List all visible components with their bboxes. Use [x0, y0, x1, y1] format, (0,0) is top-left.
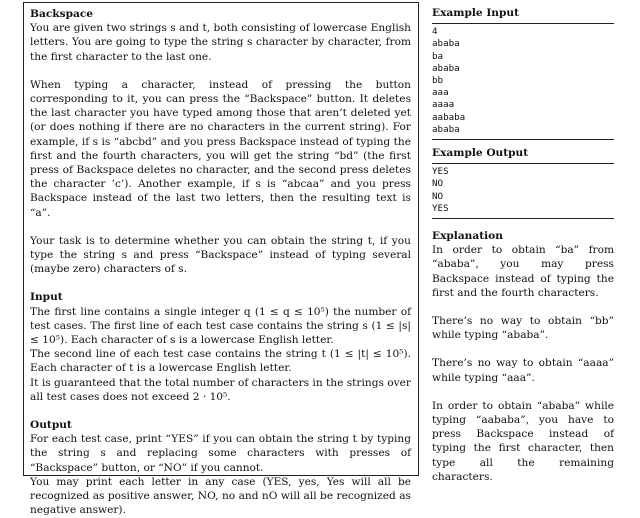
example-output-block	[432, 166, 614, 215]
example-input-line: ababa	[432, 38, 460, 50]
example-output-line: NO	[432, 190, 444, 202]
example-output-heading: Example Output	[432, 147, 529, 160]
example-input-line: ababa	[432, 123, 460, 135]
example-input-line: bb	[432, 75, 444, 87]
output-line-2: You may print each letter in any case (YES, yes, Yes will all be recognized as positive answer, NO, no and nO will all be recognized as negative answer).	[30, 475, 411, 517]
statement-paragraph-3: Your task is to determine whether you can obtain the string t, if you type the string s and press “Backspace” instead of typing several (maybe zero) characters of s.	[30, 234, 411, 276]
explanation-heading: Explanation	[432, 230, 503, 243]
explanation-paragraph-1: In order to obtain “ba” from “ababa”, you may press Backspace instead of typing the first and the fourth characters.	[432, 244, 614, 299]
example-input-line: aaaa	[432, 99, 455, 111]
example-output-line: YES	[432, 202, 449, 214]
example-input-line: aababa	[432, 111, 466, 123]
example-input-line: ba	[432, 50, 444, 62]
input-line-3: It is guaranteed that the total number of characters in the strings over all test cases does not exceed 2 · 10⁵.	[30, 376, 411, 403]
example-output-rule	[432, 163, 614, 164]
example-input-line: aaa	[432, 87, 449, 99]
examples-column	[432, 2, 614, 484]
example-input-heading: Example Input	[432, 7, 519, 19]
input-heading: Input	[30, 291, 63, 304]
statement-paragraph-1: You are given two strings s and t, both consisting of lowercase English letters. You are going to type the string s character by character, from the first character to the last one.	[30, 22, 411, 63]
output-heading: Output	[30, 419, 72, 432]
output-line-1: For each test case, print “YES” if you can obtain the string t by typing the string s and replacing some characters with presses of “Backspace” button, or “NO” if you cannot.	[30, 433, 411, 474]
input-line-1: The first line contains a single integer q (1 ≤ q ≤ 10⁵) the number of test cases. The first line of each test case contains the string s (1 ≤ |s| ≤ 10⁵). Each character of s is a lowercase English letter.	[30, 305, 411, 347]
example-output-line: YES	[432, 166, 449, 178]
example-input-rule	[432, 23, 614, 24]
input-line-2: The second line of each test case contains the string t (1 ≤ |t| ≤ 10⁵). Each character of t is a lowercase English letter.	[30, 348, 411, 375]
example-input-line: 4	[432, 26, 438, 38]
statement-paragraph-2: When typing a character, instead of pressing the button corresponding to it, you can press the “Backspace” button. It deletes the last character you have typed among those that aren’t deleted yet (or does nothing if there are no characters in the current string). For example, if s is “abcbd” and you press Backspace instead of typing the first and the fourth characters, you will get the string “bd” (the first press of Backspace deletes no character, and the second press deletes the character ’c’). Another example, if s is “abcaa” and you press Backspace instead of the last two letters, then the resulting text is “a”.	[30, 78, 411, 219]
example-input-block	[432, 26, 614, 136]
example-input-line: ababa	[432, 62, 460, 74]
explanation-paragraph-4: In order to obtain “ababa” while typing “aababa”, you have to press Backspace instead of typing the first character, then type all the remaining characters.	[432, 399, 614, 483]
example-output-line: NO	[432, 178, 444, 190]
problem-title: Backspace	[30, 8, 94, 20]
problem-statement-box	[23, 2, 419, 517]
explanation-paragraph-3: There’s no way to obtain “aaaa” while typing “aaa”.	[432, 357, 614, 384]
explanation-paragraph-2: There’s no way to obtain “bb” while typing “ababa”.	[432, 315, 614, 342]
